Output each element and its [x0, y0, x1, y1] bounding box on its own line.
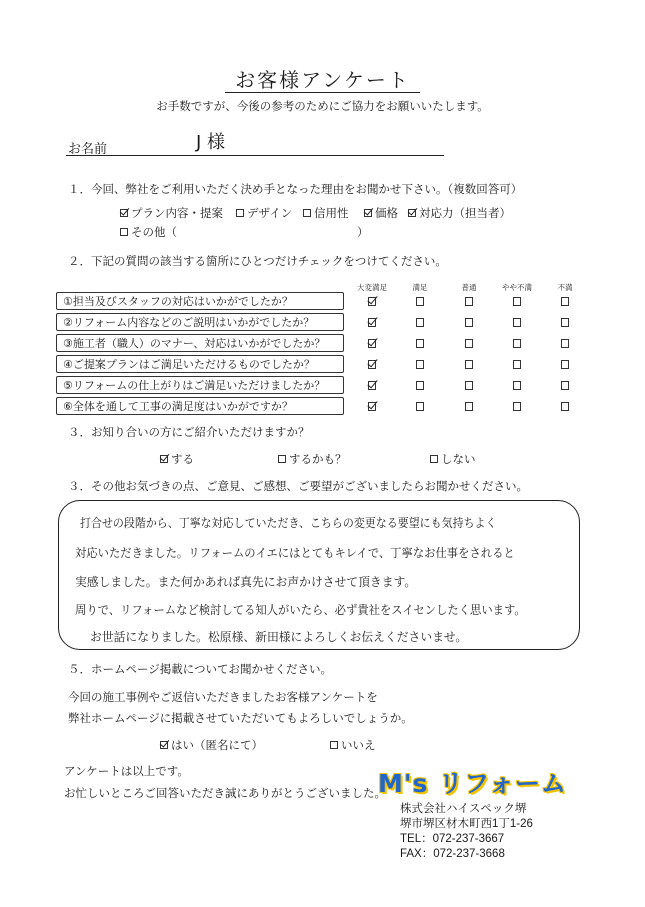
q1-checkbox-trust[interactable] [303, 209, 311, 217]
q2-question: ２．下記の質問の該当する箇所にひとつだけチェックをつけてください。 [68, 254, 447, 268]
q2-checkbox[interactable] [368, 339, 376, 348]
q2-checkbox[interactable] [368, 381, 376, 390]
company-name: 株式会社ハイスペック堺 [400, 803, 527, 815]
q5-checkbox-no[interactable] [330, 741, 338, 749]
q3b-question: ３．その他お気づきの点、ご意見、ご感想、ご要望がございましたらお聞かせください。 [68, 479, 528, 493]
q2-checkbox[interactable] [368, 318, 376, 327]
page-subtitle: お手数ですが、今後の参考のためにご協力をお願いいたします。 [156, 99, 489, 113]
footer-line-1: アンケートは以上です。 [64, 764, 189, 778]
q1-option-response[interactable]: 対応力（担当者） [408, 205, 511, 221]
q2-row-label-manners: ③施工者（職人）のマナー、対応はいかがでしたか？ [56, 334, 344, 352]
q2-checkbox[interactable] [561, 360, 569, 369]
q2-checkbox[interactable] [513, 381, 521, 390]
q2-header-satisfied: 満足 [412, 283, 428, 292]
q3a-option-yes[interactable]: する [160, 451, 194, 467]
q1-option-plan[interactable]: プラン内容・提案 [120, 205, 223, 221]
q2-checkbox[interactable] [416, 381, 424, 390]
comment-line-5: お世話になりました。松原様、新田様によろしくお伝えくださいませ。 [90, 630, 468, 644]
q2-checkbox[interactable] [368, 297, 376, 306]
q2-row-label-plan: ④ご提案プランはご満足いただけるものでしたか？ [56, 355, 344, 373]
q2-checkbox[interactable] [368, 402, 376, 411]
q2-row-label-finish: ⑤リフォームの仕上がりはご満足いただけましたか？ [56, 376, 344, 394]
q2-checkbox[interactable] [561, 297, 569, 306]
q2-checkbox[interactable] [416, 318, 424, 327]
q1-checkbox-plan[interactable] [120, 209, 128, 217]
q2-checkbox[interactable] [416, 360, 424, 369]
q3a-question: ３．お知り合いの方にご紹介いただけますか？ [68, 425, 310, 439]
q2-checkbox[interactable] [513, 318, 521, 327]
q1-question: １．今回、弊社をご利用いただく決め手となった理由をお聞かせ下さい。（複数回答可） [68, 182, 523, 196]
q3a-option-maybe[interactable]: するかも？ [278, 451, 347, 467]
q2-row-label-explanation: ②リフォーム内容などのご説明はいかがでしたか？ [56, 313, 344, 331]
q2-checkbox[interactable] [465, 318, 473, 327]
name-value[interactable]: J 様 [196, 132, 226, 153]
q2-header-normal: 普通 [461, 283, 477, 292]
q1-checkbox-price[interactable] [364, 209, 372, 217]
q1-checkbox-other[interactable] [120, 228, 128, 236]
q5-checkbox-yes[interactable] [160, 741, 168, 749]
q1-option-trust[interactable]: 信用性 [303, 205, 349, 221]
q1-option-other[interactable]: その他（ [120, 224, 177, 240]
q3a-option-no[interactable]: しない [430, 451, 476, 467]
name-label: お名前 [68, 142, 108, 157]
q2-row-label-overall: ⑥全体を通して工事の満足度はいかがですか？ [56, 397, 344, 415]
q5-option-no[interactable]: いいえ [330, 737, 376, 753]
q3a-checkbox-no[interactable] [430, 455, 438, 463]
q2-checkbox[interactable] [513, 402, 521, 411]
q2-checkbox[interactable] [513, 339, 521, 348]
q2-checkbox[interactable] [416, 402, 424, 411]
q1-checkbox-design[interactable] [236, 209, 244, 217]
q2-checkbox[interactable] [561, 402, 569, 411]
name-underline [66, 155, 444, 156]
company-fax: FAX：072-237-3668 [400, 848, 505, 860]
company-tel: TEL：072-237-3667 [400, 833, 505, 845]
q5-question: ５．ホームページ掲載についてお聞かせください。 [68, 662, 333, 676]
q3a-checkbox-yes[interactable] [160, 455, 168, 463]
q2-checkbox[interactable] [465, 402, 473, 411]
q1-option-price[interactable]: 価格 [364, 205, 398, 221]
q2-checkbox[interactable] [465, 297, 473, 306]
q2-checkbox[interactable] [416, 297, 424, 306]
comment-line-3: 実感しました。また何かあれば真先にお声かけさせて頂きます。 [75, 575, 417, 589]
comment-line-2: 対応いただきました。リフォームのイエにはとてもキレイで、丁寧なお仕事をされると [75, 546, 515, 560]
q1-option-design[interactable]: デザイン [236, 205, 292, 221]
title-underline [225, 92, 420, 93]
q2-checkbox[interactable] [368, 360, 376, 369]
comment-line-1: 打合せの段階から、丁寧な対応していただき、こちらの変更なる要望にも気持ちよく [80, 516, 497, 530]
q5-text-line-1: 今回の施工事例やご返信いただきましたお客様アンケートを [68, 690, 378, 704]
q5-option-yes[interactable]: はい（匿名にて） [160, 737, 263, 753]
q2-checkbox[interactable] [465, 339, 473, 348]
q2-checkbox[interactable] [513, 297, 521, 306]
q2-checkbox[interactable] [561, 318, 569, 327]
company-logo: M's リフォーム [378, 769, 567, 798]
q2-checkbox[interactable] [465, 360, 473, 369]
footer-line-2: お忙しいところご回答いただき誠にありがとうございました。 [64, 786, 386, 800]
q1-other-close: ） [357, 225, 369, 239]
q2-header-slightly-dissatisfied: やや不満 [502, 283, 532, 292]
page-title: お客様アンケート [235, 68, 410, 92]
q2-checkbox[interactable] [416, 339, 424, 348]
q1-checkbox-response[interactable] [408, 209, 416, 217]
q2-header-dissatisfied: 不満 [557, 283, 573, 292]
q5-text-line-2: 弊社ホームページに掲載させていただいてもよろしいでしょうか。 [68, 711, 413, 725]
q2-checkbox[interactable] [465, 381, 473, 390]
q2-header-very-satisfied: 大変満足 [357, 283, 387, 292]
comment-line-4: 周りで、リフォームなど検討してる知人がいたら、必ず貴社をスイセンしたく思います。 [75, 603, 526, 617]
q2-row-label-staff: ①担当及びスタッフの対応はいかがでしたか？ [56, 292, 344, 310]
q3a-checkbox-maybe[interactable] [278, 455, 286, 463]
q2-checkbox[interactable] [561, 381, 569, 390]
q2-checkbox[interactable] [561, 339, 569, 348]
q2-checkbox[interactable] [513, 360, 521, 369]
company-address: 堺市堺区材木町西1丁1-26 [400, 818, 533, 830]
